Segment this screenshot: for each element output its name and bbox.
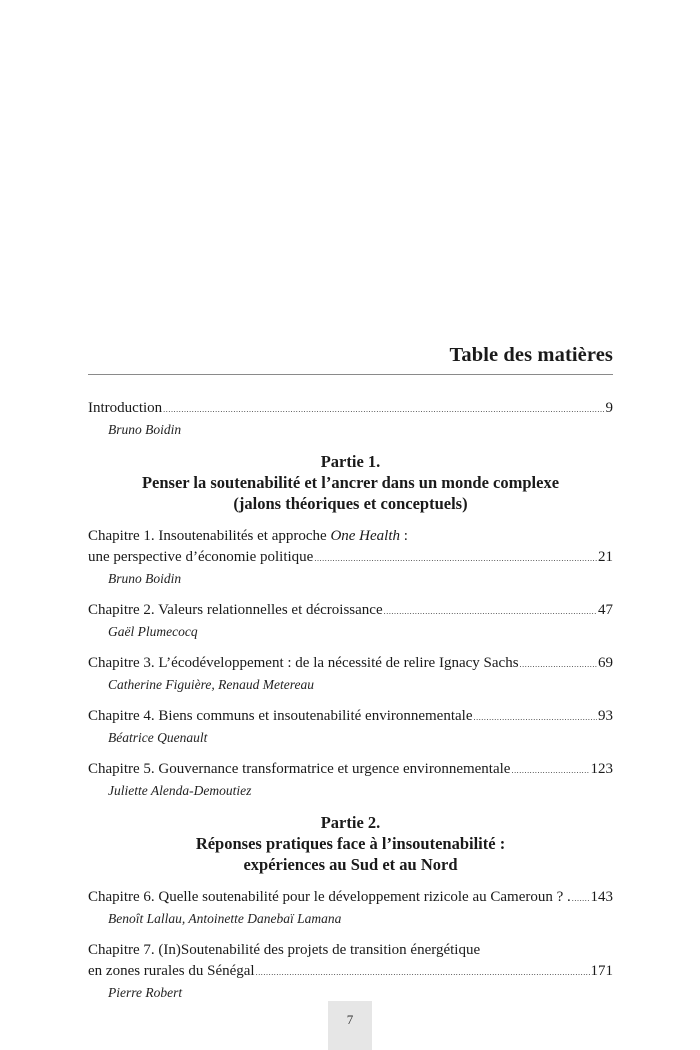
toc-entry-introduction[interactable] xyxy=(88,398,613,439)
folio-page-number: 7 xyxy=(346,1012,354,1027)
page-number: 9 xyxy=(605,400,613,416)
dot-leader xyxy=(572,888,590,909)
dot-leader xyxy=(163,399,604,420)
dot-leader xyxy=(256,962,590,983)
entry-author: Gaël Plumecocq xyxy=(108,624,198,639)
part-title-line: Penser la soutenabilité et l’ancrer dans un monde complexe xyxy=(141,473,560,492)
entry-author: Bruno Boidin xyxy=(108,571,182,586)
toc-line xyxy=(88,547,613,569)
toc-entry-chapitre-4[interactable] xyxy=(88,706,613,747)
entry-title: Chapitre 2. Valeurs relationnelles et décroissance xyxy=(88,602,383,618)
entry-author: Catherine Figuière, Renaud Metereau xyxy=(108,677,314,692)
dot-leader xyxy=(511,760,589,781)
toc-line xyxy=(88,887,613,909)
entry-title: Chapitre 7. (In)Soutenabilité des projets de transition énergétique xyxy=(88,942,481,958)
page-number: 47 xyxy=(598,602,613,618)
toc-entry-chapitre-7[interactable] xyxy=(88,940,613,1002)
dot-leader xyxy=(474,707,598,728)
entry-author: Bruno Boidin xyxy=(108,422,182,437)
toc-entry-chapitre-1[interactable] xyxy=(88,526,613,588)
toc-line xyxy=(88,600,613,622)
page-number: 143 xyxy=(590,889,613,905)
toc-line xyxy=(88,961,613,983)
entry-title: Chapitre 4. Biens communs et insoutenabilité environnementale xyxy=(88,708,473,724)
toc-line xyxy=(88,398,613,420)
part-title-line: (jalons théoriques et conceptuels) xyxy=(233,494,468,513)
toc-entry-chapitre-2[interactable] xyxy=(88,600,613,641)
part-number: Partie 1. xyxy=(320,452,381,471)
entry-title: Introduction xyxy=(88,400,163,416)
page-number: 93 xyxy=(598,708,613,724)
part-title-line: expériences au Sud et au Nord xyxy=(243,855,458,874)
toc-line xyxy=(88,706,613,728)
entry-title-cont: une perspective d’économie politique xyxy=(88,549,314,565)
toc-entry-chapitre-6[interactable] xyxy=(88,887,613,928)
title-rule xyxy=(88,374,613,375)
entry-author: Pierre Robert xyxy=(108,985,183,1000)
part-heading-1 xyxy=(88,451,613,514)
toc-entry-chapitre-3[interactable] xyxy=(88,653,613,694)
entry-title-cont: en zones rurales du Sénégal xyxy=(88,963,255,979)
entry-title: Chapitre 1. Insoutenabilités et approche xyxy=(88,528,331,544)
entry-author: Juliette Alenda-Demoutiez xyxy=(108,783,252,798)
page-number: 69 xyxy=(598,655,613,671)
dot-leader xyxy=(520,654,597,675)
toc-entry-chapitre-5[interactable] xyxy=(88,759,613,800)
part-number: Partie 2. xyxy=(320,813,381,832)
page-number: 123 xyxy=(590,761,613,777)
entry-title: Chapitre 3. L’écodéveloppement : de la nécessité de relire Ignacy Sachs xyxy=(88,655,519,671)
dot-leader xyxy=(314,548,597,569)
toc-line xyxy=(88,759,613,781)
toc-line xyxy=(88,526,613,547)
table-of-contents xyxy=(88,398,613,1014)
entry-author: Benoît Lallau, Antoinette Danebaï Lamana xyxy=(108,911,342,926)
folio-box xyxy=(328,1001,372,1050)
toc-line xyxy=(88,653,613,675)
entry-title: Chapitre 6. Quelle soutenabilité pour le développement rizicole au Cameroun ? . xyxy=(88,889,571,905)
entry-title-italic: One Health xyxy=(330,528,401,544)
entry-title-end: : xyxy=(400,528,408,544)
toc-line xyxy=(88,940,613,961)
page-title: Table des matières xyxy=(449,344,613,366)
dot-leader xyxy=(384,601,597,622)
part-title-line: Réponses pratiques face à l’insoutenabilité : xyxy=(195,834,506,853)
part-heading-2 xyxy=(88,812,613,875)
entry-author: Béatrice Quenault xyxy=(108,730,208,745)
page-number: 171 xyxy=(590,963,613,979)
page-number: 21 xyxy=(598,549,613,565)
entry-title: Chapitre 5. Gouvernance transformatrice et urgence environnementale xyxy=(88,761,511,777)
